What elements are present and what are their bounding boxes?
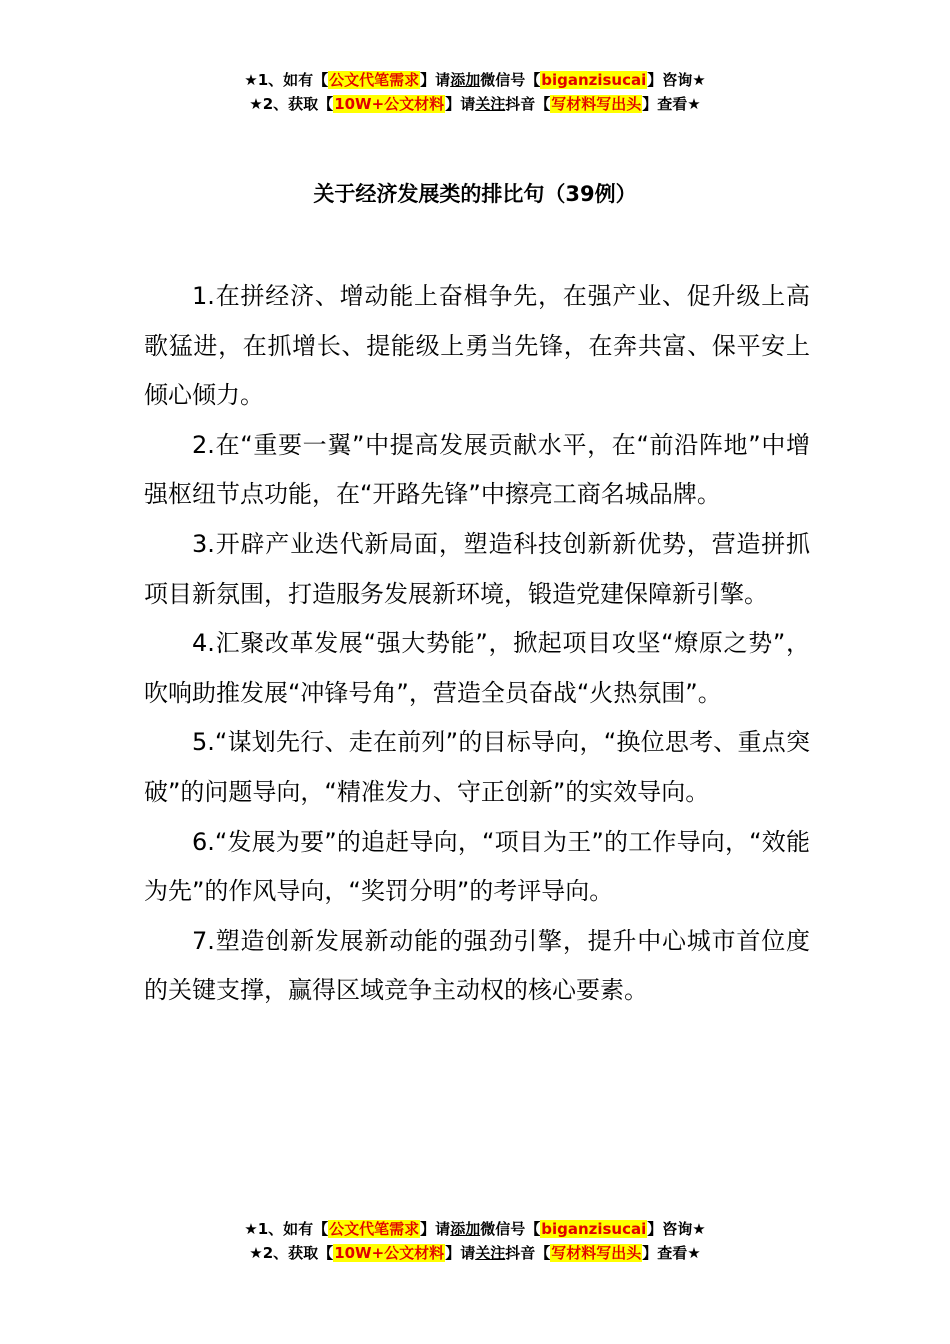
promo-underline: 添加 (450, 71, 481, 89)
paragraph-4: 4.汇聚改革发展“强大势能”，掀起项目攻坚“燎原之势”，吹响助推发展“冲锋号角”，营造全员奋战“火热氛围”。 (144, 629, 810, 707)
promo-text: 微信号【 (480, 1220, 541, 1238)
promo-highlight: 10W+公文材料 (334, 95, 445, 113)
promo-underline: 关注 (475, 95, 506, 113)
promo-highlight: 公文代笔需求 (329, 71, 420, 89)
promo-text: ★2、获取【 (249, 1244, 334, 1262)
promo-text: ★2、获取【 (249, 95, 334, 113)
promo-highlight: 公文代笔需求 (329, 1220, 420, 1238)
promo-text: 】请 (420, 1220, 451, 1238)
promo-text: 微信号【 (480, 71, 541, 89)
footer-promo-banner (0, 1217, 950, 1265)
paragraph-7: 7.塑造创新发展新动能的强劲引擎，提升中心城市首位度的关键支撑，赢得区域竞争主动权的核心要素。 (144, 926, 810, 1005)
header-promo-banner (0, 68, 950, 116)
document-body (144, 272, 810, 1016)
promo-highlight: biganzisucai (541, 71, 647, 89)
promo-highlight: biganzisucai (541, 1220, 647, 1238)
promo-text: 】请 (445, 95, 476, 113)
promo-text: 抖音【 (505, 1244, 551, 1262)
promo-underline: 关注 (475, 1244, 506, 1262)
promo-line-1 (0, 68, 950, 92)
promo-text: 】查看★ (642, 95, 701, 113)
promo-text: ★1、如有【 (244, 1220, 329, 1238)
promo-underline: 添加 (450, 1220, 481, 1238)
paragraph-6: 6.“发展为要”的追赶导向，“项目为王”的工作导向，“效能为先”的作风导向，“奖罚分明”的考评导向。 (144, 827, 810, 906)
promo-text: 】咨询★ (647, 71, 706, 89)
promo-highlight: 10W+公文材料 (334, 1244, 445, 1262)
promo-text: 】咨询★ (647, 1220, 706, 1238)
document-title: 关于经济发展类的排比句（39例） (313, 182, 637, 206)
promo-highlight: 写材料写出头 (551, 1244, 642, 1262)
promo-line-2 (0, 1241, 950, 1265)
promo-text: 】请 (420, 71, 451, 89)
promo-line-2 (0, 92, 950, 116)
promo-text: 抖音【 (505, 95, 551, 113)
paragraph-1: 1.在拼经济、增动能上奋楫争先，在强产业、促升级上高歌猛进，在抓增长、提能级上勇当先锋，在奔共富、保平安上倾心倾力。 (144, 282, 810, 410)
paragraph-3: 3.开辟产业迭代新局面，塑造科技创新新优势，营造拼抓项目新氛围，打造服务发展新环境，锻造党建保障新引擎。 (144, 529, 810, 608)
paragraph-2: 2.在“重要一翼”中提高发展贡献水平，在“前沿阵地”中增强枢纽节点功能，在“开路先锋”中擦亮工商名城品牌。 (144, 430, 810, 509)
promo-line-1 (0, 1217, 950, 1241)
promo-text: 】请 (445, 1244, 476, 1262)
promo-highlight: 写材料写出头 (551, 95, 642, 113)
promo-text: ★1、如有【 (244, 71, 329, 89)
paragraph-5: 5.“谋划先行、走在前列”的目标导向，“换位思考、重点突破”的问题导向，“精准发力、守正创新”的实效导向。 (144, 728, 810, 806)
promo-text: 】查看★ (642, 1244, 701, 1262)
